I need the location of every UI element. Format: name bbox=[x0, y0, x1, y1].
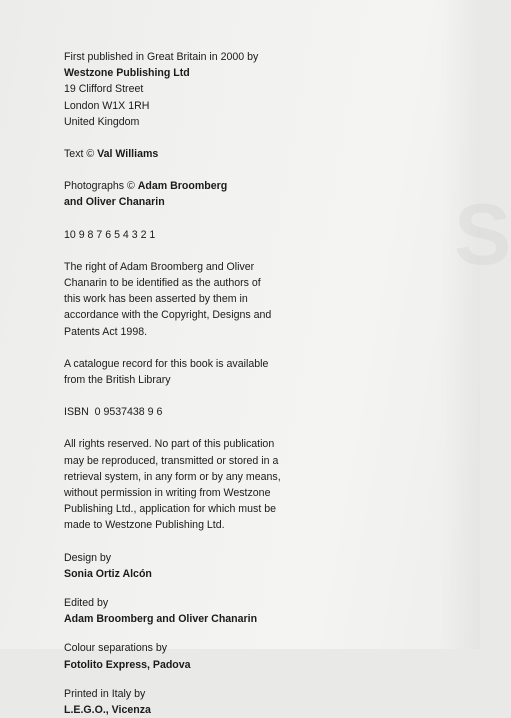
rights-reserved-line: made to Westzone Publishing Ltd. bbox=[64, 519, 225, 532]
page-edge-shadow bbox=[440, 0, 480, 649]
text-credit-prefix: Text © bbox=[64, 148, 98, 161]
first-published-line: First published in Great Britain in 2000 by bbox=[64, 51, 259, 63]
credit-role: Edited by bbox=[64, 597, 109, 610]
rights-reserved-line: without permission in writing from Westzone bbox=[64, 487, 271, 500]
photo-credit bbox=[64, 178, 364, 210]
rights-reserved-line: retrieval system, in any form or by any means, bbox=[64, 470, 281, 483]
catalogue-record-paragraph bbox=[64, 356, 364, 388]
credit-edited bbox=[64, 595, 364, 627]
catalogue-record-line: A catalogue record for this book is available bbox=[64, 357, 269, 370]
publisher-block bbox=[64, 49, 364, 130]
rights-reserved-line: All rights reserved. No part of this publication bbox=[64, 438, 275, 451]
address-line-3: United Kingdom bbox=[64, 115, 140, 128]
rights-reserved-line: Publishing Ltd., application for which must be bbox=[64, 503, 276, 516]
show-through-letter bbox=[454, 192, 511, 278]
imprint-text-block bbox=[64, 49, 364, 718]
credit-name: L.E.G.O., Vicenza bbox=[64, 704, 151, 717]
moral-rights-line: Patents Act 1998. bbox=[64, 325, 148, 338]
rights-reserved-paragraph bbox=[64, 436, 364, 533]
rights-reserved-line: may be reproduced, transmitted or stored in a bbox=[64, 454, 279, 467]
credit-name: Sonia Ortiz Alcón bbox=[64, 567, 152, 580]
address-line-1: 19 Clifford Street bbox=[64, 83, 144, 96]
moral-rights-line: The right of Adam Broomberg and Oliver bbox=[64, 260, 255, 273]
credit-role: Design by bbox=[64, 551, 112, 564]
credit-role: Printed in Italy by bbox=[64, 687, 146, 700]
text-credit bbox=[64, 146, 364, 162]
credit-colour-separations bbox=[64, 640, 364, 672]
moral-rights-line: Chanarin to be identified as the authors of bbox=[64, 277, 261, 290]
moral-rights-paragraph bbox=[64, 259, 364, 340]
printing-number-line: 10 9 8 7 6 5 4 3 2 1 bbox=[64, 228, 156, 241]
moral-rights-line: this work has been asserted by them in bbox=[64, 293, 248, 306]
publisher-name: Westzone Publishing Ltd bbox=[64, 67, 190, 80]
photo-credit-prefix: Photographs © bbox=[64, 180, 138, 193]
credit-name: Fotolito Express, Padova bbox=[64, 658, 191, 671]
catalogue-record-line: from the British Library bbox=[64, 374, 171, 387]
isbn-line bbox=[64, 404, 364, 420]
isbn-label: ISBN bbox=[64, 406, 89, 419]
photo-credit-name-1: Adam Broomberg bbox=[137, 180, 228, 193]
credit-role: Colour separations by bbox=[64, 642, 168, 655]
address-line-2: London W1X 1RH bbox=[64, 99, 150, 112]
photo-credit-name-2: and Oliver Chanarin bbox=[64, 196, 165, 209]
text-credit-name: Val Williams bbox=[97, 148, 159, 161]
moral-rights-line: accordance with the Copyright, Designs and bbox=[64, 309, 272, 322]
credit-design bbox=[64, 550, 364, 582]
isbn-value: 0 9537438 9 6 bbox=[94, 406, 163, 419]
credit-printed bbox=[64, 686, 364, 718]
credit-name: Adam Broomberg and Oliver Chanarin bbox=[64, 613, 258, 626]
